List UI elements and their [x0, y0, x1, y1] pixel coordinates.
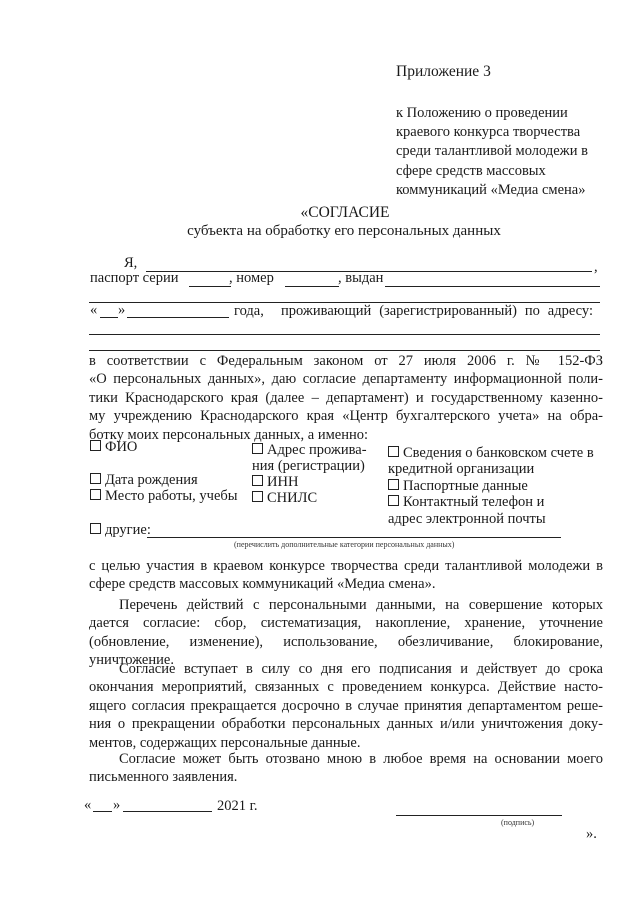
- paragraph-line: тики Краснодарского края (далее – департамент) и государственному казенно-: [89, 389, 603, 406]
- signing-day-field[interactable]: [93, 811, 112, 812]
- checkbox-other[interactable]: [90, 521, 151, 539]
- checkbox-label: Сведения о банковском счете в: [403, 445, 594, 461]
- passport-series-field[interactable]: [189, 286, 231, 287]
- checkbox-bank-account[interactable]: [388, 445, 594, 477]
- checkbox-label: ИНН: [267, 474, 299, 490]
- checkbox-fio[interactable]: [90, 438, 137, 456]
- closing-quote: ».: [586, 826, 597, 842]
- checkbox-box[interactable]: [90, 523, 101, 534]
- checkbox-box[interactable]: [388, 479, 399, 490]
- checkbox-label: Дата рождения: [105, 472, 198, 488]
- paragraph-line: му учреждению Краснодарского края «Центр бухгалтерского учета» на обра-: [89, 408, 603, 425]
- appendix-number: Приложение 3: [396, 63, 491, 80]
- paragraph-line: ящего согласия прекращается досрочно в случае принятия департаментом реше-: [89, 697, 603, 714]
- checkbox-label: ФИО: [105, 439, 138, 455]
- paragraph-line: с целью участия в краевом конкурсе творчества среди талантливой молодежи в: [89, 558, 603, 574]
- year-label: года,: [234, 303, 264, 319]
- purpose-paragraph: [89, 557, 603, 594]
- checkbox-label-continued: кредитной организации: [388, 461, 535, 477]
- paragraph-line: Согласие вступает в силу со дня его подписания и действует до срока: [119, 661, 603, 677]
- passport-number-label: , номер: [229, 270, 274, 286]
- address-label: проживающий (зарегистрированный) по адресу:: [281, 303, 593, 319]
- paragraph-line: сфере средств массовых коммуникаций «Медиа смена».: [89, 576, 436, 593]
- paragraph-line: ментов, содержащих персональные данные.: [89, 734, 361, 751]
- paragraph-line: «О персональных данных», даю согласие департаменту информационной поли-: [89, 371, 603, 388]
- checkbox-label: другие:: [105, 522, 151, 538]
- signing-date-quote-close: »: [113, 797, 121, 813]
- paragraph-line: в соответствии с Федеральным законом от 27 июля 2006 г. № 152-ФЗ: [89, 353, 603, 369]
- signing-month-field[interactable]: [123, 811, 212, 812]
- checkbox-workplace[interactable]: [90, 487, 238, 505]
- other-categories-caption: (перечислить дополнительные категории персональных данных): [234, 540, 455, 549]
- checkbox-contact[interactable]: [388, 494, 546, 528]
- paragraph-line: письменного заявления.: [89, 769, 238, 786]
- checkbox-box[interactable]: [90, 440, 101, 451]
- document-subtitle: субъекта на обработку его персональных данных: [187, 223, 501, 239]
- passport-number-field[interactable]: [285, 286, 339, 287]
- checkbox-label: Адрес прожива-: [267, 442, 367, 458]
- actions-paragraph: [89, 596, 603, 670]
- signing-date-quote-open: «: [84, 797, 92, 813]
- appendix-reference-line: коммуникаций «Медиа смена»: [396, 181, 586, 198]
- checkbox-label: Место работы, учебы: [105, 488, 238, 504]
- checkbox-label-continued: адрес электронной почты: [388, 511, 546, 527]
- revocation-paragraph: [89, 750, 603, 787]
- appendix-reference-line: к Положению о проведении: [396, 105, 568, 121]
- paragraph-line: ботку моих персональных данных, а именно:: [89, 426, 369, 443]
- checkbox-box[interactable]: [388, 446, 399, 457]
- consent-intro-paragraph: [89, 352, 603, 444]
- checkbox-box[interactable]: [252, 443, 263, 454]
- paragraph-line: Согласие может быть отозвано мною в любое время на основании моего: [119, 751, 603, 767]
- document-title: «СОГЛАСИЕ: [300, 204, 390, 221]
- checkbox-label: Паспортные данные: [403, 478, 528, 494]
- appendix-reference-line: краевого конкурса творчества: [396, 124, 581, 141]
- other-categories-field[interactable]: [147, 537, 561, 538]
- date-day-field[interactable]: [100, 317, 118, 318]
- checkbox-address[interactable]: [252, 442, 367, 474]
- address-field[interactable]: [89, 334, 600, 335]
- validity-paragraph: [89, 660, 603, 752]
- signature-caption: (подпись): [501, 818, 535, 827]
- checkbox-passport[interactable]: [388, 477, 528, 495]
- passport-issued-label: , выдан: [338, 270, 384, 286]
- checkbox-box[interactable]: [388, 495, 399, 506]
- date-quote-close: »: [118, 302, 126, 318]
- name-label: Я,: [124, 255, 138, 271]
- checkbox-box[interactable]: [90, 489, 101, 500]
- checkbox-box[interactable]: [90, 473, 101, 484]
- appendix-reference-line: среди талантливой молодежи в: [396, 143, 588, 160]
- checkbox-snils[interactable]: [252, 489, 317, 507]
- date-month-year-field[interactable]: [127, 317, 229, 318]
- appendix-reference: [396, 104, 588, 200]
- checkbox-label-continued: ния (регистрации): [252, 458, 365, 474]
- checkbox-label: Контактный телефон и: [403, 494, 545, 510]
- appendix-reference-line: сфере средств массовых: [396, 162, 546, 179]
- passport-series-label: паспорт серии: [90, 270, 179, 286]
- checkbox-label: СНИЛС: [267, 490, 318, 506]
- paragraph-line: уничтожение.: [89, 652, 174, 669]
- date-quote-open: «: [90, 302, 98, 318]
- paragraph-line: дается согласие: сбор, систематизация, накопление, хранение, уточнение: [89, 615, 603, 632]
- checkbox-box[interactable]: [252, 491, 263, 502]
- address-field-continued[interactable]: [89, 350, 600, 351]
- paragraph-line: ния о прекращении обработки персональных данных и/или уничтожения доку-: [89, 716, 603, 733]
- paragraph-line: (обновление, изменение), использование, обезличивание, блокирование,: [89, 633, 603, 650]
- name-comma: ,: [594, 259, 598, 275]
- paragraph-line: Перечень действий с персональными данными, на совершение которых: [119, 597, 603, 613]
- checkbox-box[interactable]: [252, 475, 263, 486]
- paragraph-line: окончания мероприятий, связанных с проведением конкурса. Действие насто-: [89, 679, 603, 696]
- signature-field[interactable]: [396, 815, 562, 816]
- signing-year: 2021 г.: [217, 798, 258, 814]
- passport-issued-field[interactable]: [385, 286, 600, 287]
